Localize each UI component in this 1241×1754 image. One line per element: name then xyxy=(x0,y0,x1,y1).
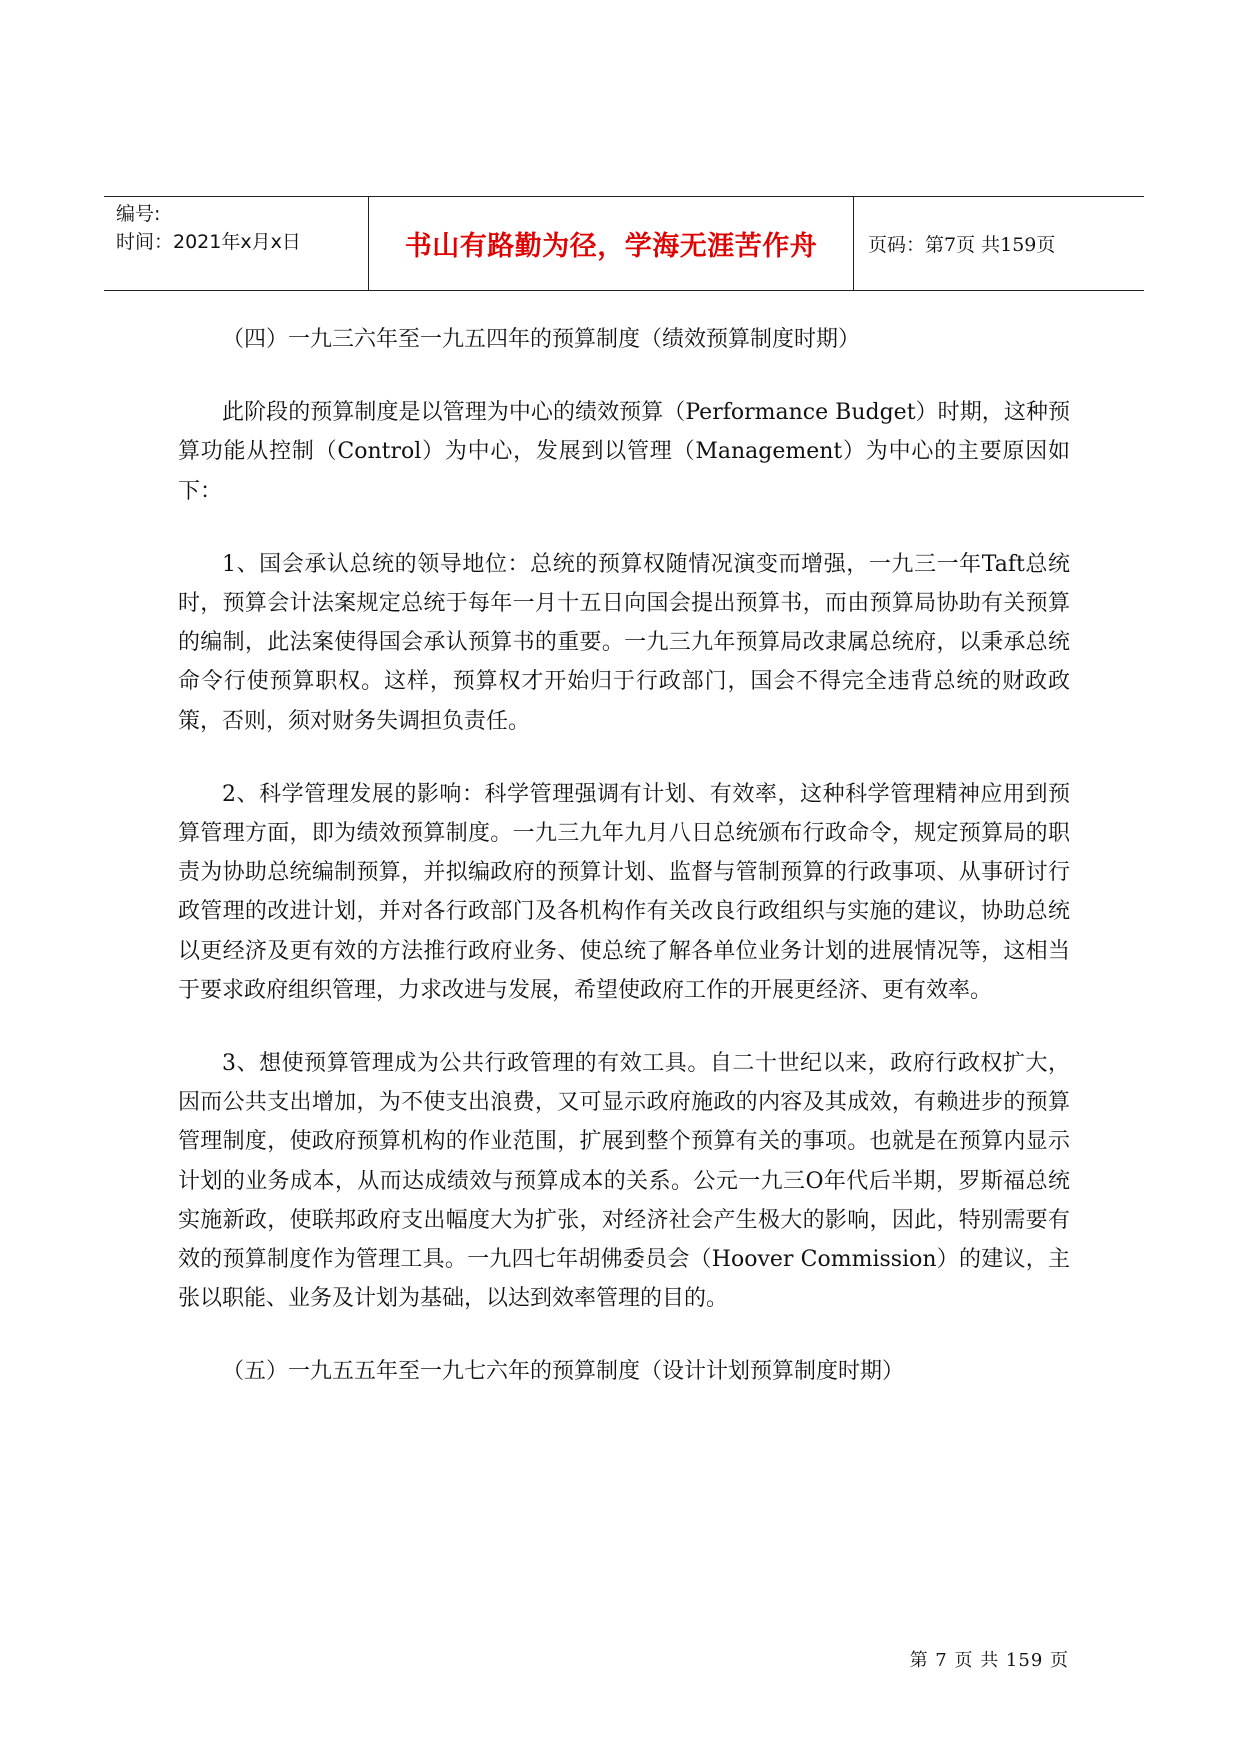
page-code: 页码：第7页 共159页 xyxy=(868,234,1056,256)
header-motto-cell xyxy=(369,197,854,290)
document-number-label: 编号: xyxy=(116,203,161,225)
paragraph-point-2: 2、科学管理发展的影响：科学管理强调有计划、有效率，这种科学管理精神应用到预算管理方面，即为绩效预算制度。一九三九年九月八日总统颁布行政命令，规定预算局的职责为协助总统编制预算，并拟编政府的预算计划、监督与管制预算的行政事项、从事研讨行政管理的改进计划，并对各行政部门及各机构作有关改良行政组织与实施的建议，协助总统以更经济及更有效的方法推行政府业务、使总统了解各单位业务计划的进展情况等，这相当于要求政府组织管理，力求改进与发展，希望使政府工作的开展更经济、更有效率。 xyxy=(178,781,1070,1003)
section-heading-5: （五）一九五五年至一九七六年的预算制度（设计计划预算制度时期） xyxy=(222,1359,905,1385)
header-meta-cell xyxy=(104,197,369,290)
document-header xyxy=(104,196,1144,291)
page-footer: 第 7 页 共 159 页 xyxy=(909,1650,1069,1671)
header-page-cell xyxy=(854,197,1144,290)
document-date: 时间：2021年x月x日 xyxy=(116,231,301,253)
document-body xyxy=(178,320,1070,1426)
motto-text: 书山有路勤为径，学海无涯苦作舟 xyxy=(404,231,818,262)
paragraph-point-1: 1、国会承认总统的领导地位：总统的预算权随情况演变而增强，一九三一年Taft总统时，预算会计法案规定总统于每年一月十五日向国会提出预算书，而由预算局协助有关预算的编制，此法案使得国会承认预算书的重要。一九三九年预算局改隶属总统府，以秉承总统命令行使预算职权。这样，预算权才开始归于行政部门，国会不得完全违背总统的财政政策，否则，须对财务失调担负责任。 xyxy=(178,551,1070,734)
paragraph-intro: 此阶段的预算制度是以管理为中心的绩效预算（Performance Budget）时期，这种预算功能从控制（Control）为中心，发展到以管理（Management）为中心的主要原因如下： xyxy=(178,400,1070,504)
section-heading-4: （四）一九三六年至一九五四年的预算制度（绩效预算制度时期） xyxy=(222,327,861,352)
paragraph-point-3: 3、想使预算管理成为公共行政管理的有效工具。自二十世纪以来，政府行政权扩大，因而公共支出增加，为不使支出浪费，又可显示政府施政的内容及其成效，有赖进步的预算管理制度，使政府预算机构的作业范围，扩展到整个预算有关的事项。也就是在预算内显示计划的业务成本，从而达成绩效与预算成本的关系。公元一九三O年代后半期，罗斯福总统实施新政，使联邦政府支出幅度大为扩张，对经济社会产生极大的影响，因此，特别需要有效的预算制度作为管理工具。一九四七年胡佛委员会（Hoover Commission）的建议，主张以职能、业务及计划为基础，以达到效率管理的目的。 xyxy=(178,1051,1070,1312)
